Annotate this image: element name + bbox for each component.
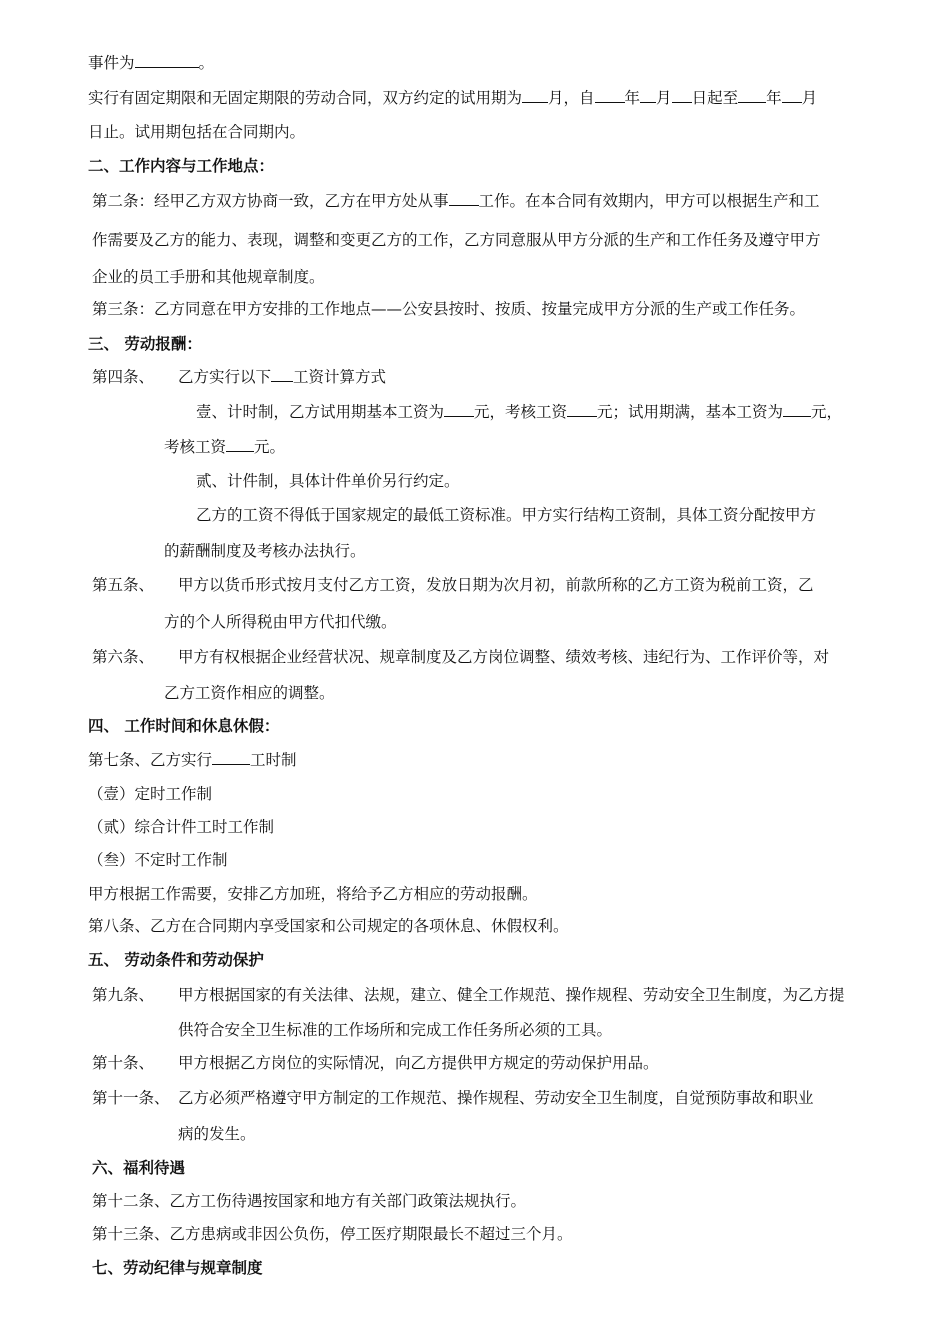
text: 工资计算方式	[293, 368, 387, 386]
text: 乙方实行以下	[178, 368, 272, 386]
text: 年	[624, 89, 641, 107]
blank	[522, 88, 548, 103]
blank	[271, 367, 293, 382]
min-wage-line-1: 乙方的工资不得低于国家规定的最低工资标准。甲方实行结构工资制，具体工资分配按甲方	[196, 506, 817, 524]
trial-line	[88, 87, 817, 109]
blank	[783, 402, 811, 417]
hours-option-3: （叁）不定时工作制	[88, 851, 228, 869]
article-11-label: 第十一条、	[92, 1089, 170, 1107]
article-8: 第八条、乙方在合同期内享受国家和公司规定的各项休息、休假权利。	[88, 917, 569, 935]
trial-end-line: 日止。试用期包括在合同期内。	[88, 123, 306, 141]
text: 元。	[254, 438, 286, 456]
pay-option-1-line-2	[164, 436, 285, 458]
article-5-line-2: 方的个人所得税由甲方代扣代缴。	[164, 613, 397, 631]
pay-option-2: 贰、计件制，具体计件单价另行约定。	[196, 472, 460, 490]
text: 第七条、乙方实行	[88, 751, 213, 769]
blank	[782, 88, 802, 103]
blank	[595, 88, 625, 103]
blank	[135, 53, 199, 68]
section-heading-2: 二、工作内容与工作地点：	[88, 156, 275, 175]
text: 元，考核工资	[474, 403, 568, 421]
section-heading-5: 五、 劳动条件和劳动保护	[88, 950, 264, 969]
text: 日起至	[691, 89, 739, 107]
text: 元；试用期满，基本工资为	[597, 403, 784, 421]
text: 第二条：经甲乙方双方协商一致，乙方在甲方处从事	[92, 192, 449, 210]
article-13: 第十三条、乙方患病或非因公负伤，停工医疗期限最长不超过三个月。	[92, 1225, 573, 1243]
article-6-label: 第六条、	[92, 648, 155, 666]
text: 事件为	[88, 54, 135, 72]
text: 年	[766, 89, 782, 107]
text: 元，	[811, 403, 843, 421]
article-7	[88, 749, 297, 771]
blank	[640, 88, 656, 103]
text: 考核工资	[164, 438, 227, 456]
article-4-text	[178, 366, 386, 388]
section-heading-7: 七、劳动纪律与规章制度	[92, 1258, 263, 1277]
hours-option-2: （贰）综合计件工时工作制	[88, 818, 275, 836]
article-10: 甲方根据乙方岗位的实际情况，向乙方提供甲方规定的劳动保护用品。	[178, 1054, 659, 1072]
article-11-line-1: 乙方必须严格遵守甲方制定的工作规范、操作规程、劳动安全卫生制度，自觉预防事故和职业	[178, 1089, 814, 1107]
article-5-label: 第五条、	[92, 576, 155, 594]
article-9-label: 第九条、	[92, 986, 155, 1004]
hours-option-1: （壹）定时工作制	[88, 785, 213, 803]
article-2-line-1	[92, 190, 820, 212]
text: 月	[801, 89, 818, 107]
blank	[672, 88, 692, 103]
text: 壹、计时制，乙方试用期基本工资为	[196, 403, 445, 421]
blank	[567, 402, 597, 417]
event-line	[88, 52, 214, 74]
blank	[449, 191, 479, 206]
article-5-line-1: 甲方以货币形式按月支付乙方工资，发放日期为次月初，前款所称的乙方工资为税前工资，乙	[178, 576, 814, 594]
article-10-label: 第十条、	[92, 1054, 155, 1072]
text: 月	[656, 89, 672, 107]
article-9-line-2: 供符合安全卫生标准的工作场所和完成工作任务所必须的工具。	[178, 1021, 613, 1039]
section-heading-4: 四、 工作时间和休息休假：	[88, 716, 280, 735]
blank	[738, 88, 766, 103]
article-12: 第十二条、乙方工伤待遇按国家和地方有关部门政策法规执行。	[92, 1192, 527, 1210]
section-heading-3: 三、 劳动报酬：	[88, 334, 202, 353]
article-2-line-3: 企业的员工手册和其他规章制度。	[92, 268, 325, 286]
article-9-line-1: 甲方根据国家的有关法律、法规，建立、健全工作规范、操作规程、劳动安全卫生制度，为乙方提	[178, 986, 845, 1004]
text: 工作。在本合同有效期内，甲方可以根据生产和工	[478, 192, 820, 210]
min-wage-line-2: 的薪酬制度及考核办法执行。	[164, 542, 366, 560]
article-2-line-2: 作需要及乙方的能力、表现，调整和变更乙方的工作，乙方同意服从甲方分派的生产和工作任务及遵守甲方	[92, 231, 821, 249]
article-4-label: 第四条、	[92, 368, 155, 386]
blank	[226, 437, 254, 452]
text: 。	[198, 54, 215, 72]
section-heading-6: 六、福利待遇	[92, 1158, 186, 1177]
article-6-line-1: 甲方有权根据企业经营状况、规章制度及乙方岗位调整、绩效考核、违纪行为、工作评价等，对	[178, 648, 830, 666]
pay-option-1-line-1	[196, 401, 842, 423]
text: 月，自	[548, 89, 595, 107]
article-3: 第三条：乙方同意在甲方安排的工作地点——公安县按时、按质、按量完成甲方分派的生产或工作任务。	[92, 300, 806, 318]
overtime-text: 甲方根据工作需要，安排乙方加班，将给予乙方相应的劳动报酬。	[88, 885, 538, 903]
article-11-line-2: 病的发生。	[178, 1125, 256, 1143]
text: 实行有固定期限和无固定期限的劳动合同，双方约定的试用期为	[88, 89, 523, 107]
blank	[444, 402, 474, 417]
blank	[212, 750, 250, 765]
article-6-line-2: 乙方工资作相应的调整。	[164, 684, 335, 702]
text: 工时制	[250, 751, 297, 769]
